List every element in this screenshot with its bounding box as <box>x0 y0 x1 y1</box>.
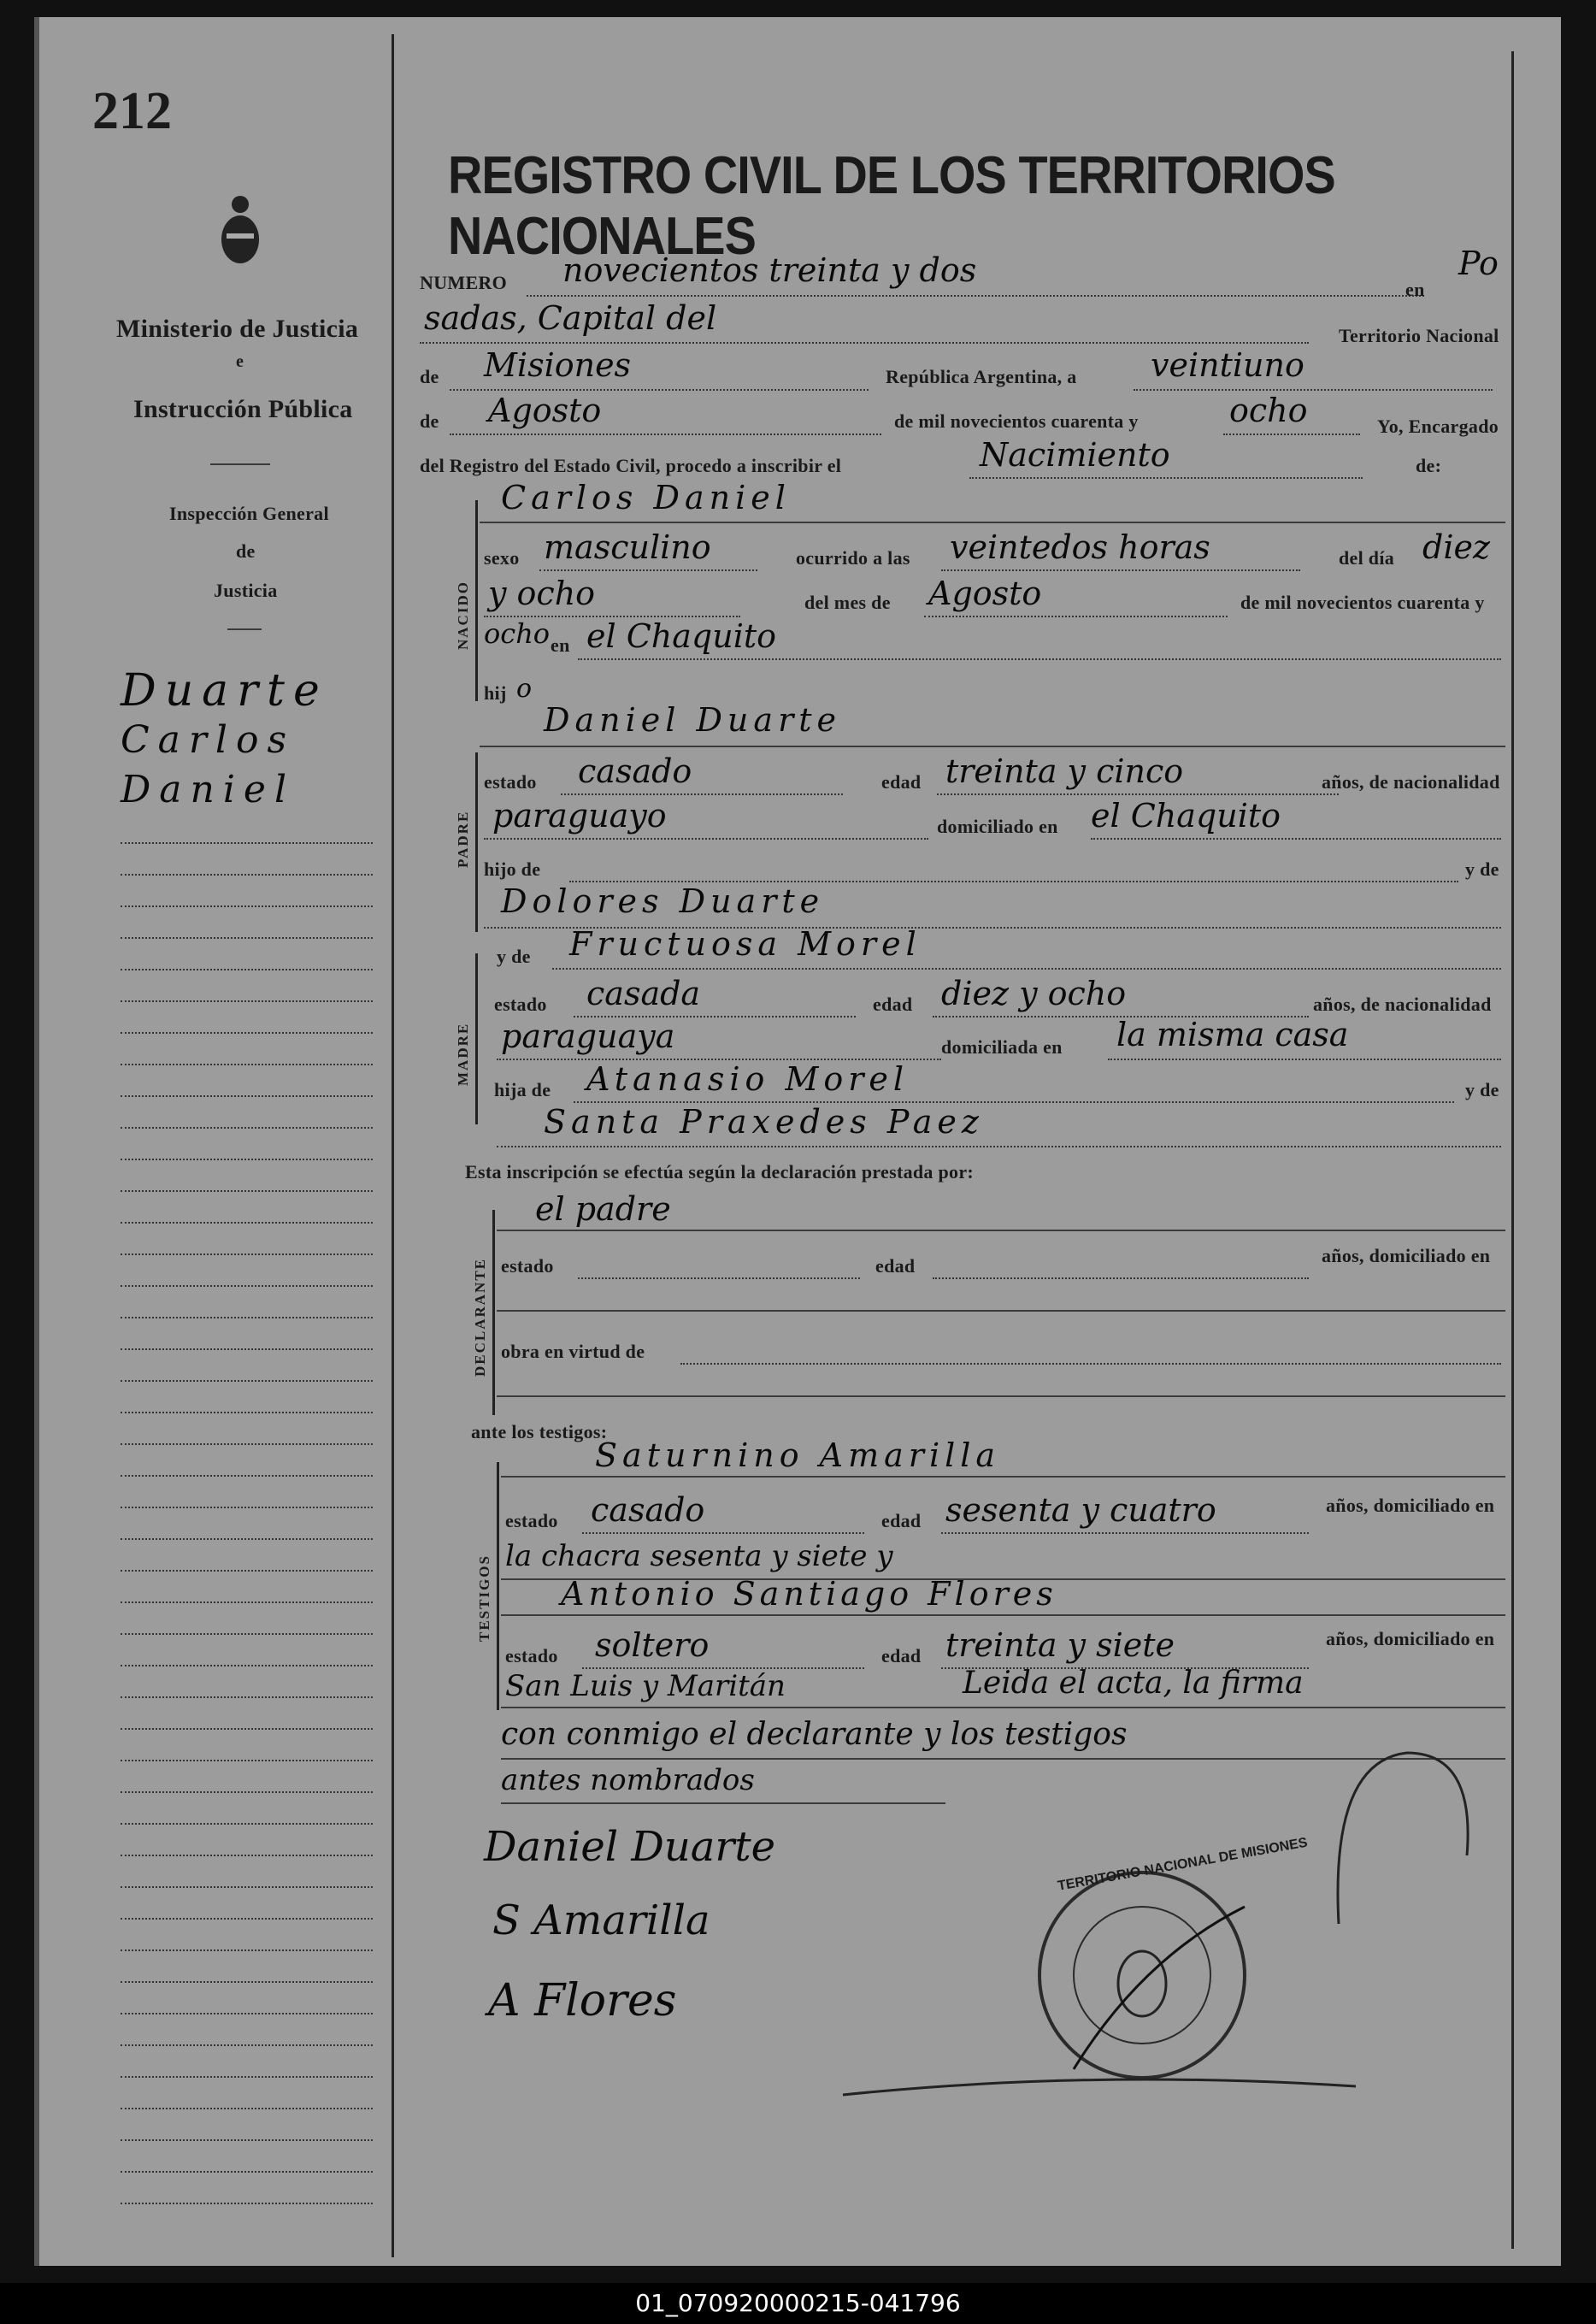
entry-declarante: el padre <box>535 1190 671 1228</box>
margin-ruled-line <box>121 1127 373 1129</box>
label-testigo1-dom: años, domiciliado en <box>1326 1495 1495 1516</box>
entry-padre-dom: el Chaquito <box>1091 797 1281 835</box>
side-label-nacido: NACIDO <box>455 581 471 650</box>
label-en: en <box>1405 279 1425 300</box>
margin-ruled-line <box>121 1601 373 1603</box>
padre-bracket <box>475 752 478 932</box>
side-label-madre: MADRE <box>455 1022 471 1086</box>
margin-ruled-line <box>121 1348 373 1350</box>
dots-numero <box>527 295 1424 297</box>
margin-ruled-line <box>121 1981 373 1983</box>
closing-rule-3 <box>501 1802 945 1804</box>
label-testigo1-edad: edad <box>881 1510 922 1531</box>
signature-3: A Flores <box>488 1975 677 2026</box>
label-madre-dom: domiciliada en <box>941 1036 1063 1058</box>
label-padre-nac: años, de nacionalidad <box>1322 771 1500 793</box>
madre-bracket <box>475 953 478 1124</box>
dots-madre-dom <box>1108 1059 1501 1060</box>
margin-ruled-line <box>121 1760 373 1761</box>
margin-ruled-line <box>121 969 373 970</box>
entry-padre-nombre: Daniel Duarte <box>544 701 841 739</box>
margin-ruled-line <box>121 1032 373 1034</box>
margin-ruled-line <box>121 1886 373 1888</box>
label-madre-y-de: y de <box>497 946 531 967</box>
margin-ruled-line <box>121 1791 373 1793</box>
margin-ruled-line <box>121 874 373 876</box>
margin-ruled-line <box>121 1000 373 1002</box>
label-hijo: hij <box>484 682 507 704</box>
footer-id-bar <box>0 2283 1596 2324</box>
dots-sexo <box>539 569 757 571</box>
closing-rule-1 <box>501 1707 1505 1708</box>
margin-ruled-line <box>121 2203 373 2204</box>
margin-ruled-line <box>121 1949 373 1951</box>
dots-padre-edad <box>937 793 1339 795</box>
label-testigo2-dom: años, domiciliado en <box>1326 1628 1495 1649</box>
document-page <box>34 17 1561 2266</box>
signature-flourish-icon <box>1304 1727 1493 1949</box>
margin-ruled-line <box>121 2013 373 2014</box>
margin-ruled-line <box>121 1064 373 1065</box>
label-mil-novecientos-2: de mil novecientos cuarenta y <box>1240 592 1485 613</box>
margin-ruled-line <box>121 937 373 939</box>
entry-testigo1-edad: sesenta y cuatro <box>945 1491 1216 1529</box>
dots-place2 <box>420 342 1309 344</box>
entry-dia-nac2: y ocho <box>488 575 596 612</box>
label-del-mes: del mes de <box>804 592 891 613</box>
entry-madre-madre: Santa Praxedes Paez <box>544 1103 984 1141</box>
margin-ruled-line <box>121 905 373 907</box>
margin-ruled-line <box>121 1159 373 1160</box>
declarante-bottom-rule <box>497 1395 1505 1397</box>
margin-ruled-line <box>121 2108 373 2109</box>
label-madre-edad: edad <box>873 994 913 1015</box>
margin-ruled-line <box>121 1728 373 1730</box>
entry-nombre: Carlos Daniel <box>501 479 791 516</box>
margin-ruled-line <box>121 1538 373 1540</box>
margin-ruled-line <box>121 1570 373 1572</box>
dots-testigo1-edad <box>941 1532 1309 1534</box>
label-testigo2-estado: estado <box>505 1645 558 1666</box>
testigos-top-rule <box>501 1476 1505 1478</box>
entry-cierre2: con conmigo el declarante y los testigos <box>501 1717 1128 1752</box>
dots-declarante-edad <box>933 1277 1309 1279</box>
inspection-line2: Justicia <box>214 580 278 601</box>
entry-padre-edad: treinta y cinco <box>945 752 1184 790</box>
margin-ruled-line <box>121 2076 373 2078</box>
right-edge-line <box>1511 51 1514 2249</box>
margin-ruled-line <box>121 1507 373 1508</box>
entry-mes: Agosto <box>488 392 602 429</box>
ministry-rule <box>210 463 270 465</box>
label-sexo: sexo <box>484 547 520 569</box>
margin-ruled-line <box>121 1412 373 1413</box>
label-padre-dom: domiciliado en <box>937 816 1058 837</box>
label-padre-estado: estado <box>484 771 537 793</box>
margin-ruled-line <box>121 1317 373 1318</box>
label-inscripcion: Esta inscripción se efectúa según la declaración prestada por: <box>465 1161 975 1183</box>
margin-ruled-line <box>121 1443 373 1445</box>
dots-padre-dom <box>1091 838 1501 840</box>
label-en-lugar: en <box>551 634 570 656</box>
side-label-testigos: TESTIGOS <box>476 1554 492 1642</box>
margin-name-line1: Duarte <box>121 665 328 717</box>
page-number: 212 <box>92 82 172 140</box>
dots-mes-nac <box>924 616 1228 617</box>
label-obra-en-virtud: obra en virtud de <box>501 1341 645 1362</box>
label-de-mes: de <box>420 410 439 432</box>
signature-2: S Amarilla <box>492 1896 710 1944</box>
entry-madre-nombre: Fructuosa Morel <box>569 925 922 963</box>
dots-padre-nac <box>484 838 928 840</box>
entry-madre-padre: Atanasio Morel <box>586 1060 910 1098</box>
signature-1: Daniel Duarte <box>484 1823 776 1871</box>
label-numero: NUMERO <box>420 272 508 293</box>
dots-mes <box>450 434 881 435</box>
entry-padre-estado: casado <box>578 752 692 790</box>
padre-top-rule <box>480 746 1505 747</box>
dots-hora <box>941 569 1300 571</box>
margin-ruled-line <box>121 1475 373 1477</box>
declarante-top-rule <box>497 1230 1505 1231</box>
entry-dia-nac: diez <box>1422 528 1490 566</box>
margin-ruled-line <box>121 1253 373 1255</box>
inspection-de: de <box>236 540 256 562</box>
label-ante-testigos: ante los testigos: <box>471 1421 608 1442</box>
entry-place1: Po <box>1458 245 1499 282</box>
declarante-mid-rule <box>497 1310 1505 1312</box>
dots-madre-madre <box>497 1146 1501 1147</box>
margin-ruled-line <box>121 1823 373 1825</box>
margin-ruled-line <box>121 1918 373 1920</box>
nacido-top-rule <box>480 522 1505 523</box>
dots-anio <box>1223 434 1360 435</box>
side-label-declarante: DECLARANTE <box>472 1257 488 1377</box>
entry-lugar-nac: el Chaquito <box>586 617 777 655</box>
label-padre-y-de: y de <box>1465 858 1499 880</box>
entry-madre-edad: diez y ocho <box>941 975 1127 1012</box>
ministry-e: e <box>236 352 244 371</box>
entry-territorio: Misiones <box>484 346 632 384</box>
label-del-registro: del Registro del Estado Civil, procedo a inscribir el <box>420 455 842 476</box>
margin-ruled-line <box>121 1380 373 1382</box>
dots-territorio <box>450 389 869 391</box>
label-testigo2-edad: edad <box>881 1645 922 1666</box>
label-madre-y-de-2: y de <box>1465 1079 1499 1100</box>
entry-hora: veintedos horas <box>950 528 1210 566</box>
entry-mes-nac: Agosto <box>928 575 1042 612</box>
entry-hijo-suffix: o <box>516 674 533 704</box>
entry-cierre3: antes nombrados <box>501 1763 755 1797</box>
margin-ruled-line <box>121 1222 373 1224</box>
entry-padre-padres: Dolores Duarte <box>501 882 825 920</box>
entry-testigo1-dom: la chacra sesenta y siete y <box>505 1539 893 1573</box>
dots-padre-estado <box>561 793 843 795</box>
testigo2-top-rule <box>501 1614 1505 1616</box>
margin-ruled-line <box>121 1633 373 1635</box>
margin-ruled-line <box>121 2044 373 2046</box>
testigos-bracket <box>497 1462 499 1710</box>
ministry-line1: Ministerio de Justicia <box>116 315 359 343</box>
entry-madre-dom: la misma casa <box>1116 1016 1349 1053</box>
ministry-line2: Instrucción Pública <box>133 395 353 423</box>
label-testigo1-estado: estado <box>505 1510 558 1531</box>
label-hija-de: hija de <box>494 1079 551 1100</box>
coat-of-arms-icon <box>215 192 266 269</box>
label-madre-estado: estado <box>494 994 547 1015</box>
entry-numero: novecientos treinta y dos <box>562 251 977 289</box>
label-territorio-nacional: Territorio Nacional <box>1339 325 1499 346</box>
margin-ruled-line <box>121 2139 373 2141</box>
dots-testigo1-estado <box>582 1532 864 1534</box>
label-ocurrido: ocurrido a las <box>796 547 910 569</box>
label-madre-nac: años, de nacionalidad <box>1313 994 1492 1015</box>
margin-ruled-line <box>121 1855 373 1856</box>
label-padre-edad: edad <box>881 771 922 793</box>
label-declarante-dom: años, domiciliado en <box>1322 1245 1491 1266</box>
dots-acto <box>969 477 1363 479</box>
label-de-territorio: de <box>420 366 439 387</box>
entry-testigo2-edad: treinta y siete <box>945 1626 1175 1664</box>
dots-madre-nombre <box>552 968 1501 970</box>
entry-acto: Nacimiento <box>980 436 1170 474</box>
entry-anio: ocho <box>1229 392 1308 429</box>
entry-anio-nac: ocho <box>484 617 551 650</box>
entry-cierre1: Leida el acta, la firma <box>963 1666 1304 1701</box>
entry-madre-estado: casada <box>586 975 701 1012</box>
entry-dia: veintiuno <box>1151 346 1304 384</box>
dots-dia <box>1134 389 1493 391</box>
label-republica: República Argentina, a <box>886 366 1077 387</box>
entry-padre-nac: paraguayo <box>492 797 667 835</box>
entry-testigo1-estado: casado <box>591 1491 705 1529</box>
entry-testigo2-dom: San Luis y Maritán <box>505 1669 786 1703</box>
nacido-bracket <box>475 500 478 701</box>
dots-lugar <box>578 658 1501 660</box>
margin-divider <box>392 34 394 2257</box>
margin-ruled-line <box>121 1665 373 1666</box>
entry-place2: sadas, Capital del <box>424 299 717 337</box>
label-de-colon: de: <box>1416 455 1442 476</box>
entry-testigo2-estado: soltero <box>595 1626 710 1664</box>
inspection-line1: Inspección General <box>169 503 329 524</box>
dots-obra <box>680 1363 1501 1365</box>
entry-testigo2: Antonio Santiago Flores <box>561 1575 1057 1613</box>
entry-madre-nac: paraguaya <box>501 1017 675 1055</box>
side-label-padre: PADRE <box>455 810 471 868</box>
margin-name-line3: Daniel <box>121 768 296 811</box>
entry-testigo1: Saturnino Amarilla <box>595 1436 1001 1474</box>
label-mil-novecientos: de mil novecientos cuarenta y <box>894 410 1139 432</box>
margin-ruled-line <box>121 842 373 844</box>
margin-ruled-line <box>121 1190 373 1192</box>
label-declarante-edad: edad <box>875 1255 916 1277</box>
margin-ruled-line <box>121 1095 373 1097</box>
margin-ruled-line <box>121 1696 373 1698</box>
label-yo-encargado: Yo, Encargado <box>1377 416 1499 437</box>
label-del-dia: del día <box>1339 547 1395 569</box>
stamp-text: TERRITORIO NACIONAL DE MISIONES <box>1057 1835 1309 1894</box>
label-hijo-de: hijo de <box>484 858 541 880</box>
footer-id: 01_070920000215-041796 <box>635 2289 961 2317</box>
declarante-bracket <box>492 1210 495 1415</box>
page-title: REGISTRO CIVIL DE LOS TERRITORIOS NACIONALES <box>448 146 1335 266</box>
margin-ruled-line <box>121 2171 373 2173</box>
margin-name-line2: Carlos <box>121 718 296 762</box>
entry-sexo: masculino <box>544 528 711 566</box>
scrawl-line-icon <box>834 2061 1364 2112</box>
inspection-rule <box>227 628 262 630</box>
margin-ruled-line <box>121 1285 373 1287</box>
dots-declarante-estado <box>578 1277 860 1279</box>
label-declarante-estado: estado <box>501 1255 554 1277</box>
